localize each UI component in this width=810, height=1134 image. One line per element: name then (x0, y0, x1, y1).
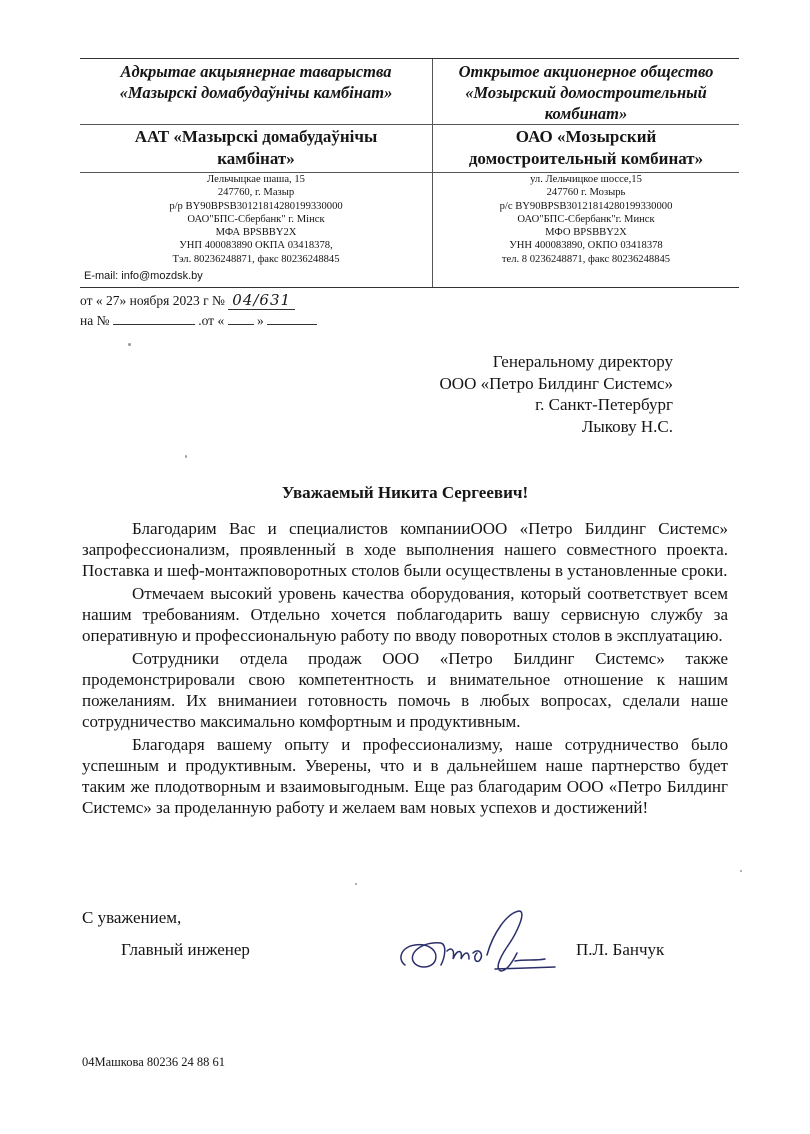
detail-line: р/р BY90BPSB30121814280199330000 (169, 200, 343, 212)
registration-date: от « 27» ноября 2023 г № (80, 293, 225, 308)
addressee-line: ООО «Петро Билдинг Системс» (439, 373, 673, 393)
detail-line: МФО BPSBBY2X (545, 227, 627, 239)
incoming-quote: » (256, 313, 264, 328)
org-short-name-by (80, 126, 432, 173)
detail-line: ОАО"БПС-Сбербанк" г. Мінск (187, 213, 325, 225)
body-paragraph: Благодаря вашему опыту и профессионализму, наше сотрудничество было успешным и продуктивным. Уверены, что и в дальнейшем наше партнерство будет таким же плодотворным и взаимовыгодным. Еще раз благодарим ООО «Петро Билдинг Системс» за проделанную работу и желаем вам новых успехов и достижений! (82, 735, 728, 817)
greeting: Уважаемый Никита Сергеевич! (281, 483, 529, 502)
detail-line: р/с BY90BPSB30121814280199330000 (499, 200, 673, 212)
incoming-number-blank (113, 312, 195, 325)
org-short-name-ru-line2: домостроительный комбинат» (468, 149, 704, 168)
addressee-block (440, 351, 673, 437)
detail-line: ул. Лельчицкое шоссе,15 (530, 174, 642, 185)
org-details-ru (433, 173, 739, 266)
letterhead (80, 58, 739, 288)
registration-line-incoming (80, 312, 317, 329)
signature-image (395, 903, 570, 983)
detail-line: УНН 400083890, ОКПО 03418378 (509, 240, 663, 252)
detail-line: 247760, г. Мазыр (217, 187, 295, 199)
org-short-name-ru (433, 126, 739, 173)
detail-line: Тэл. 80236248871, факс 80236248845 (172, 253, 340, 265)
closing: С уважением, (82, 908, 182, 927)
scan-speck (185, 455, 187, 458)
registration-number: 04/631 (228, 291, 295, 310)
scan-speck (128, 343, 131, 346)
signer-name: П.Л. Банчук (576, 940, 665, 959)
letterhead-belarusian (80, 59, 433, 287)
org-email: E-mail: info@mozdsk.by (84, 270, 203, 282)
detail-line: ОАО"БПС-Сбербанк"г. Минск (517, 213, 655, 225)
org-full-name-by: Адкрытае акцыянернае таварыства «Мазырскі домабудаўнічы камбінат» (80, 59, 432, 125)
letter-body (82, 518, 728, 820)
detail-line: УНП 400083890 ОКПА 03418378, (179, 240, 333, 252)
addressee-line: Лыкову Н.С. (581, 416, 673, 436)
detail-line: МФА BPSBBY2X (215, 227, 297, 239)
org-full-name-ru: Открытое акционерное общество «Мозырский домостроительный комбинат» (433, 59, 739, 125)
incoming-from-label: .от « (198, 313, 225, 328)
footer-contact: 04Машкова 80236 24 88 61 (82, 1055, 226, 1069)
detail-line: тел. 8 0236248871, факс 80236248845 (501, 253, 671, 265)
incoming-label: на № (80, 313, 110, 328)
incoming-date-blank (228, 312, 254, 325)
addressee-line: г. Санкт-Петербург (535, 395, 673, 414)
detail-line: 247760 г. Мозырь (546, 187, 626, 199)
org-short-name-ru-line1: ОАО «Мозырский (515, 127, 657, 146)
addressee-line: Генеральному директору (492, 352, 673, 371)
org-short-name-by-line2: камбінат» (217, 149, 295, 168)
registration-line-outgoing (80, 292, 295, 309)
body-paragraph: Отмечаем высокий уровень качества оборудования, который соответствует всем нашим требованиям. Отдельно хочется поблагодарить вашу сервисную службу за оперативную и профессиональную работу по вводу поворотных столов в эксплуатацию. (82, 584, 728, 645)
letterhead-russian (433, 59, 739, 287)
body-paragraph: Благодарим Вас и специалистов компанииООО «Петро Билдинг Системс» запрофессионализм, проявленный в ходе выполнения нашего совместного проекта. Поставка и шеф-монтажповоротных столов были осуществлены в установленные сроки. (82, 519, 728, 580)
detail-line: Лельчыцкае шаша, 15 (207, 174, 305, 185)
incoming-month-blank (267, 312, 317, 325)
org-short-name-by-line1: ААТ «Мазыpскі домабудаўнічы (134, 127, 378, 146)
scan-speck (740, 870, 742, 872)
scan-speck (355, 883, 357, 885)
signer-position: Главный инженер (121, 940, 250, 959)
body-paragraph: Сотрудники отдела продаж ООО «Петро Билдинг Системс» также продемонстрировали свою компетентность и внимательное отношение к нашим пожеланиям. Их вниманиеи готовность помочь в любых вопросах, сделали наше сотрудничество максимально комфортным и продуктивным. (82, 649, 728, 731)
org-details-by (80, 173, 432, 266)
